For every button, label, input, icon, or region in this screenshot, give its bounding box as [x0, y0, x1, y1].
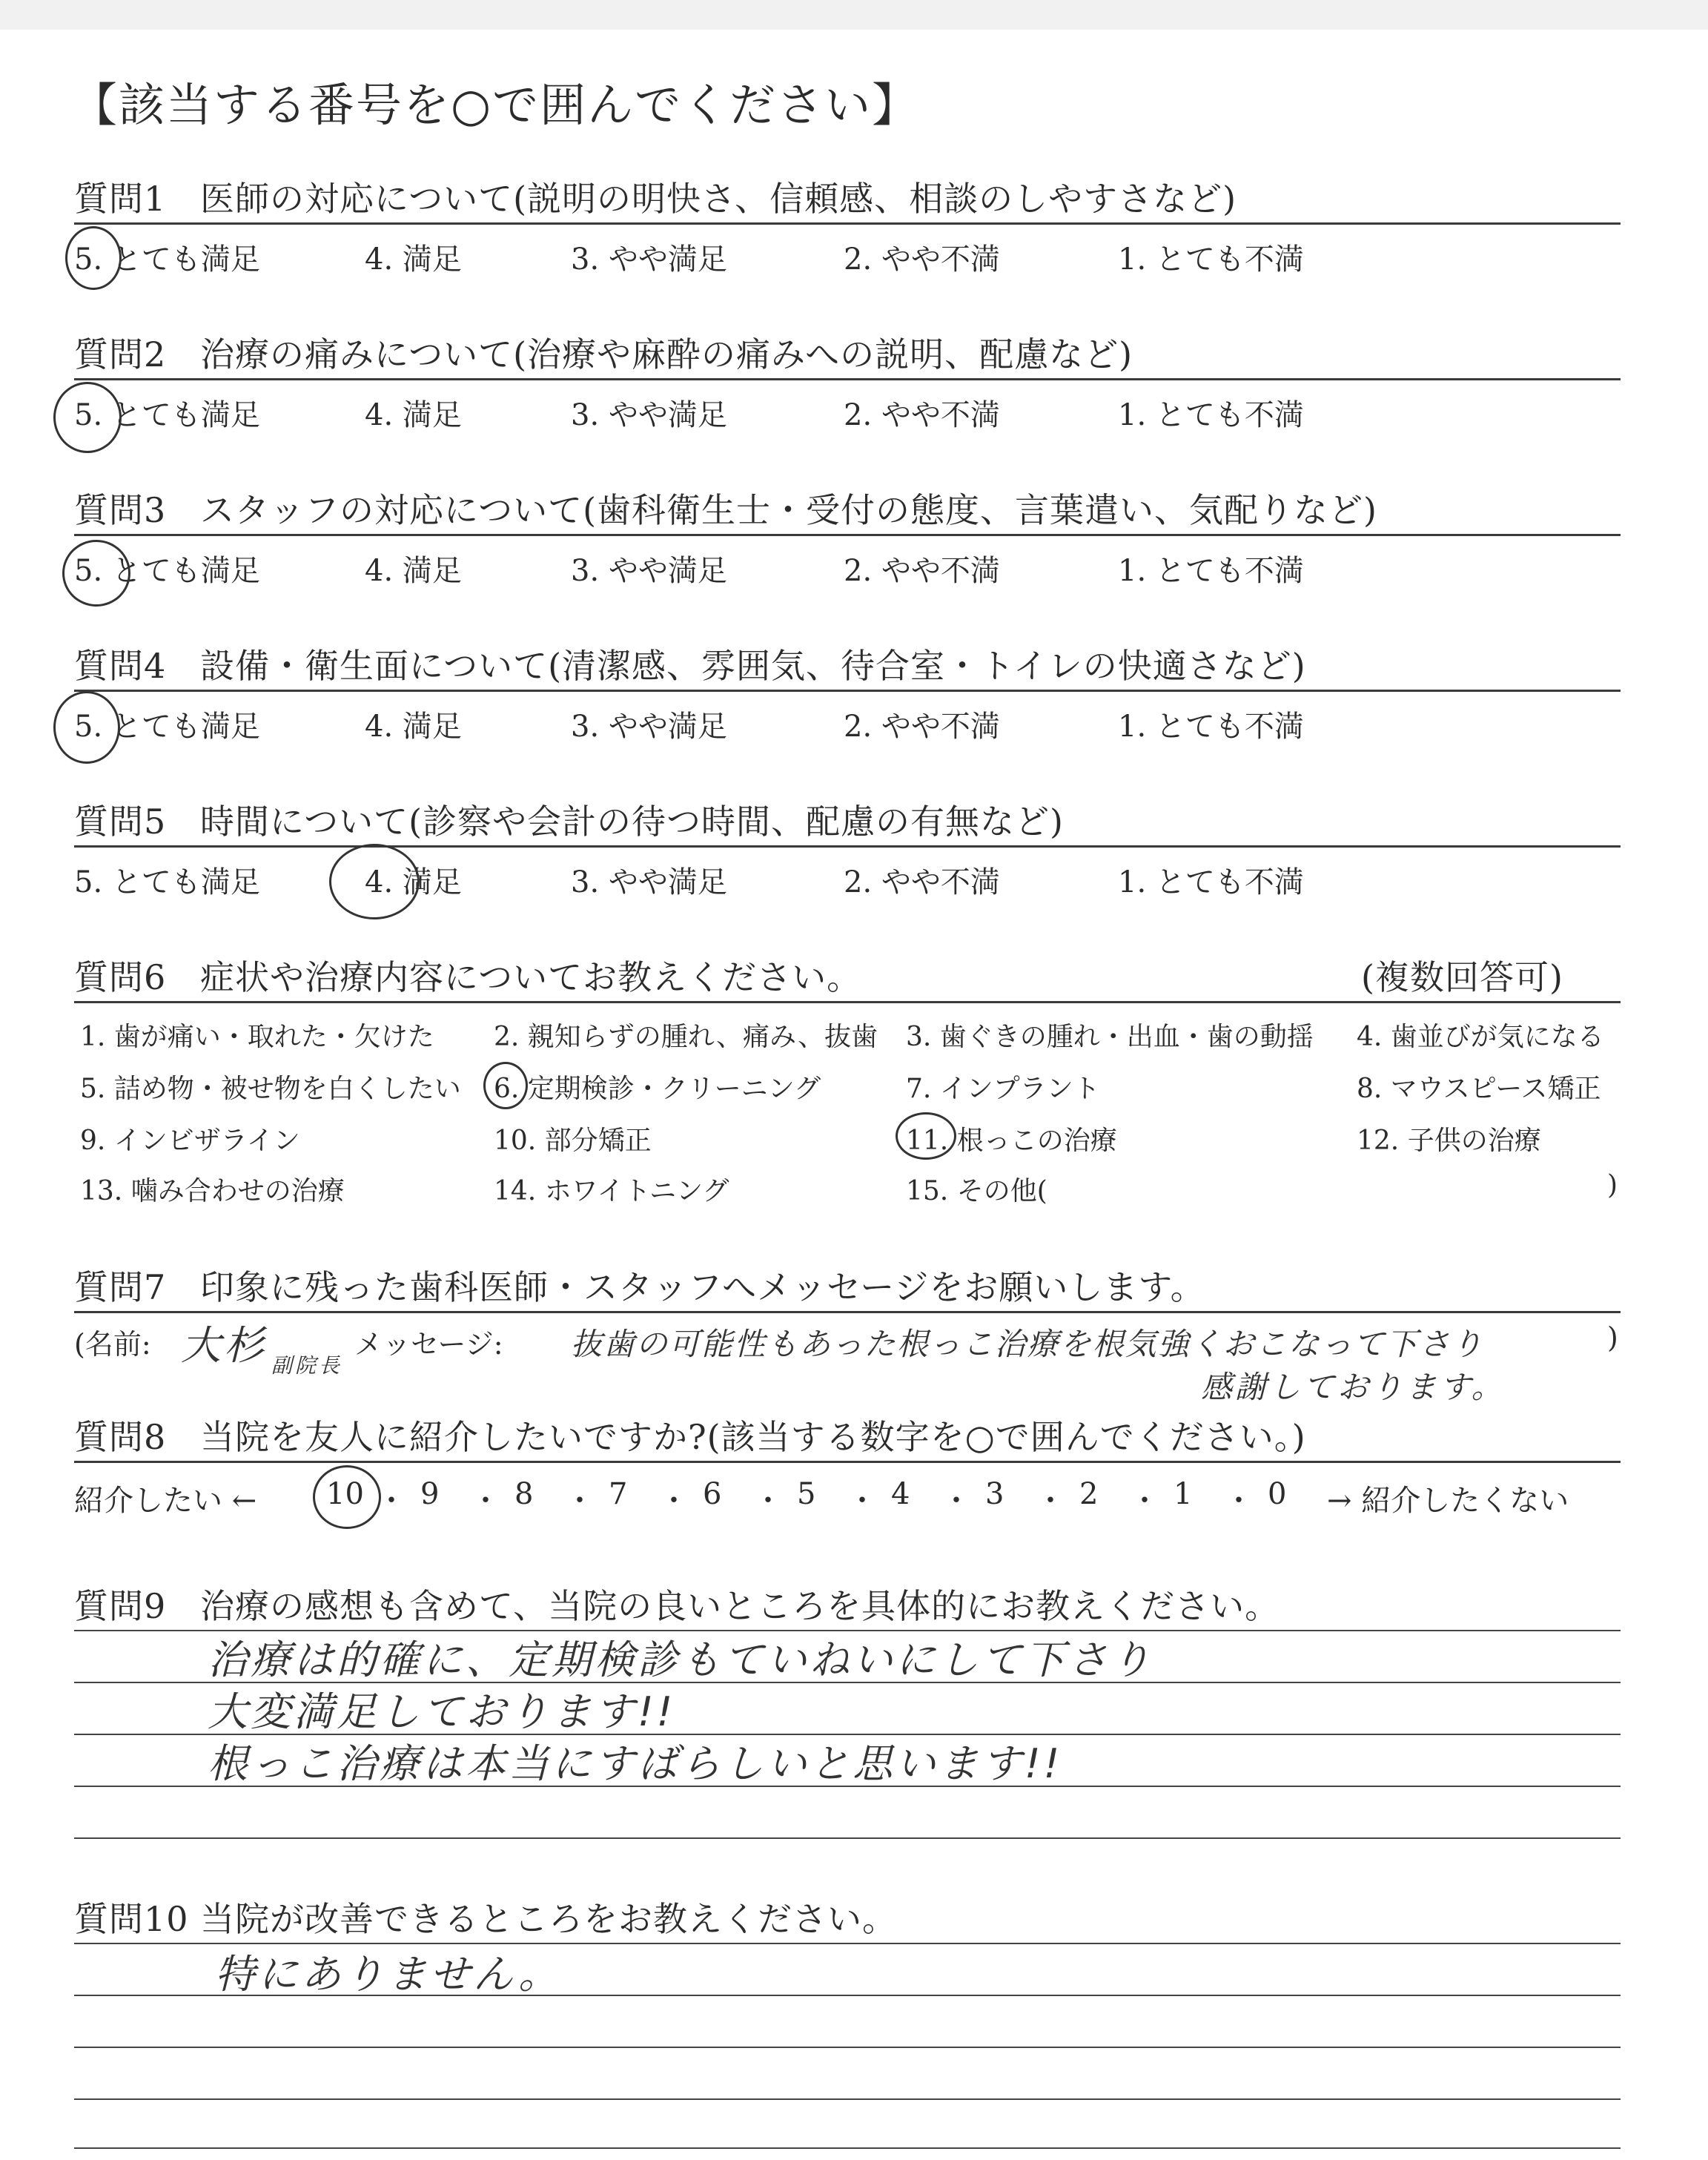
- answer-line: [74, 2098, 1621, 2100]
- question-text: 治療の感想も含めて、当院の良いところを具体的にお教えください。: [200, 1586, 1280, 1626]
- q6-option[interactable]: 1. 歯が痛い・取れた・欠けた: [80, 1022, 434, 1052]
- name-label: (名前:: [74, 1328, 151, 1361]
- question-text: 症状や治療内容についてお教えください。: [200, 957, 862, 997]
- q4-option-5[interactable]: 5. とても満足: [74, 710, 260, 744]
- question-number: 質問4: [74, 646, 167, 686]
- q6-option[interactable]: 12. 子供の治療: [1357, 1126, 1541, 1156]
- question-number: 質問3: [74, 490, 167, 530]
- q3-option-5[interactable]: 5. とても満足: [74, 554, 260, 588]
- scale-separator: ・: [847, 1484, 877, 1518]
- multiple-answer-note: (複数回答可): [1361, 957, 1563, 997]
- q6-option[interactable]: 15. その他(: [906, 1176, 1047, 1206]
- q6-option[interactable]: 6. 定期検診・クリーニング: [494, 1074, 821, 1104]
- answer-line: [74, 2047, 1621, 2048]
- q2-option-1[interactable]: 1. とても不満: [1118, 398, 1304, 432]
- question-text: 当院が改善できるところをお教えください。: [200, 1899, 897, 1939]
- question-text: 当院を友人に紹介したいですか?(該当する数字を○で囲んでください。): [200, 1417, 1306, 1457]
- scale-separator: ・: [565, 1484, 595, 1518]
- scale-separator: ・: [753, 1484, 783, 1518]
- q6-selection-circle-6: [483, 1062, 528, 1109]
- q3-option-1[interactable]: 1. とても不満: [1118, 554, 1304, 588]
- q4-option-1[interactable]: 1. とても不満: [1118, 710, 1304, 744]
- q2-option-4[interactable]: 4. 満足: [365, 398, 462, 432]
- q2-option-2[interactable]: 2. やや不満: [844, 398, 1000, 432]
- scale-separator: ・: [471, 1484, 500, 1518]
- question-2: [74, 328, 1133, 377]
- recommend-score-5[interactable]: 5: [797, 1477, 816, 1511]
- q2-option-3[interactable]: 3. やや満足: [571, 398, 727, 432]
- divider: [74, 222, 1621, 225]
- question-number: 質問9: [74, 1586, 167, 1626]
- q6-selection-circle-11: [896, 1112, 956, 1160]
- question-number: 質問2: [74, 334, 167, 374]
- q6-option[interactable]: 13. 噛み合わせの治療: [80, 1176, 345, 1206]
- q6-option[interactable]: 3. 歯ぐきの腫れ・出血・歯の動揺: [906, 1022, 1314, 1052]
- q4-option-4[interactable]: 4. 満足: [365, 710, 462, 744]
- q3-option-4[interactable]: 4. 満足: [365, 554, 462, 588]
- q6-option[interactable]: 5. 詰め物・被せ物を白くしたい: [80, 1074, 461, 1104]
- q8-selection-circle: [313, 1465, 381, 1529]
- q2-selection-circle: [53, 382, 122, 453]
- recommend-score-10[interactable]: 10: [326, 1477, 364, 1511]
- recommend-right-label: → 紹介したくない: [1327, 1484, 1569, 1518]
- question-9: [74, 1579, 1280, 1628]
- q6-option[interactable]: 10. 部分矯正: [494, 1126, 652, 1156]
- q6-option-close-paren: ): [1607, 1170, 1618, 1200]
- question-text: スタッフの対応について(歯科衛生士・受付の態度、言葉遣い、気配りなど): [200, 490, 1377, 530]
- answer-line: [74, 1837, 1621, 1839]
- divider: [74, 1311, 1621, 1313]
- q4-selection-circle: [53, 691, 120, 764]
- message-line-2-handwritten: 感謝しております。: [1201, 1369, 1506, 1405]
- q6-option[interactable]: 4. 歯並びが気になる: [1357, 1022, 1604, 1052]
- staff-title-handwritten: 副院長: [271, 1353, 343, 1378]
- scale-separator: ・: [377, 1484, 406, 1518]
- q4-option-3[interactable]: 3. やや満足: [571, 710, 727, 744]
- q5-selection-circle: [329, 844, 420, 919]
- divider: [74, 1001, 1621, 1003]
- q1-option-4[interactable]: 4. 満足: [365, 242, 462, 277]
- q9-answer-line-1: 治療は的確に、定期検診もていねいにして下さり: [208, 1636, 1153, 1683]
- q5-option-4[interactable]: 4. 満足: [365, 865, 462, 899]
- question-number: 質問7: [74, 1267, 167, 1307]
- question-number: 質問10: [74, 1899, 189, 1939]
- scale-separator: ・: [1224, 1484, 1254, 1518]
- q5-option-1[interactable]: 1. とても不満: [1118, 865, 1304, 899]
- message-label: メッセージ:: [354, 1328, 503, 1361]
- q1-selection-circle: [65, 226, 122, 290]
- q6-option[interactable]: 8. マウスピース矯正: [1357, 1074, 1601, 1104]
- question-text: 設備・衛生面について(清潔感、雰囲気、待合室・トイレの快適さなど): [200, 646, 1306, 686]
- question-text: 印象に残った歯科医師・スタッフへメッセージをお願いします。: [200, 1267, 1205, 1307]
- q1-option-5[interactable]: 5. とても満足: [74, 242, 260, 277]
- message-close-paren: ): [1607, 1321, 1618, 1354]
- question-4: [74, 639, 1306, 688]
- scan-top-band: [0, 0, 1708, 30]
- question-number: 質問5: [74, 802, 167, 842]
- staff-name-handwritten: 大杉: [181, 1322, 267, 1369]
- question-number: 質問1: [74, 179, 167, 219]
- recommend-score-0[interactable]: 0: [1268, 1477, 1287, 1511]
- scale-separator: ・: [941, 1484, 971, 1518]
- question-text: 医師の対応について(説明の明快さ、信頼感、相談のしやすさなど): [200, 179, 1237, 219]
- recommend-score-7[interactable]: 7: [609, 1477, 628, 1511]
- q2-option-5[interactable]: 5. とても満足: [74, 398, 260, 432]
- question-5: [74, 795, 1064, 844]
- question-number: 質問8: [74, 1417, 167, 1457]
- recommend-score-8[interactable]: 8: [514, 1477, 534, 1511]
- q6-option[interactable]: 11. 根っこの治療: [906, 1126, 1117, 1156]
- divider: [74, 1461, 1621, 1463]
- recommend-score-9[interactable]: 9: [420, 1477, 440, 1511]
- q6-option[interactable]: 2. 親知らずの腫れ、痛み、抜歯: [494, 1022, 878, 1052]
- q9-answer-line-3: 根っこ治療は本当にすばらしいと思います!!: [208, 1740, 1063, 1787]
- question-6: [74, 951, 861, 1000]
- q3-option-3[interactable]: 3. やや満足: [571, 554, 727, 588]
- question-text: 時間について(診察や会計の待つ時間、配慮の有無など): [200, 802, 1064, 842]
- question-text: 治療の痛みについて(治療や麻酔の痛みへの説明、配慮など): [200, 334, 1133, 374]
- q5-option-5[interactable]: 5. とても満足: [74, 865, 260, 899]
- question-10: [74, 1892, 897, 1941]
- divider: [74, 845, 1621, 848]
- q5-option-2[interactable]: 2. やや不満: [844, 865, 1000, 899]
- q4-option-2[interactable]: 2. やや不満: [844, 710, 1000, 744]
- scale-separator: ・: [659, 1484, 689, 1518]
- q10-answer-line-1: 特にありません。: [215, 1951, 562, 1998]
- q1-option-1[interactable]: 1. とても不満: [1118, 242, 1304, 277]
- divider: [74, 534, 1621, 536]
- divider: [74, 378, 1621, 380]
- question-number: 質問6: [74, 957, 167, 997]
- recommend-score-6[interactable]: 6: [703, 1477, 722, 1511]
- q1-option-2[interactable]: 2. やや不満: [844, 242, 1000, 277]
- q5-option-3[interactable]: 3. やや満足: [571, 865, 727, 899]
- question-8: [74, 1410, 1306, 1459]
- q6-option[interactable]: 14. ホワイトニング: [494, 1176, 729, 1206]
- question-7: [74, 1261, 1205, 1309]
- divider: [74, 690, 1621, 692]
- scale-separator: ・: [1130, 1484, 1159, 1518]
- recommend-score-1[interactable]: 1: [1174, 1477, 1193, 1511]
- q3-option-2[interactable]: 2. やや不満: [844, 554, 1000, 588]
- answer-line: [74, 2147, 1621, 2149]
- q6-option[interactable]: 9. インビザライン: [80, 1126, 300, 1156]
- question-1: [74, 172, 1237, 221]
- recommend-left-label: 紹介したい ←: [74, 1484, 257, 1518]
- recommend-score-3[interactable]: 3: [985, 1477, 1004, 1511]
- question-3: [74, 483, 1377, 532]
- message-line-1-handwritten: 抜歯の可能性もあった根っこ治療を根気強くおこなって下さり: [571, 1326, 1484, 1362]
- scale-separator: ・: [1036, 1484, 1065, 1518]
- q6-option[interactable]: 7. インプラント: [906, 1074, 1100, 1104]
- q1-option-3[interactable]: 3. やや満足: [571, 242, 727, 277]
- instruction-header: 【該当する番号を○で囲んでください】: [71, 78, 920, 132]
- recommend-score-2[interactable]: 2: [1079, 1477, 1099, 1511]
- q9-answer-line-2: 大変満足しております!!: [208, 1688, 676, 1735]
- q3-selection-circle: [62, 540, 130, 607]
- recommend-score-4[interactable]: 4: [891, 1477, 910, 1511]
